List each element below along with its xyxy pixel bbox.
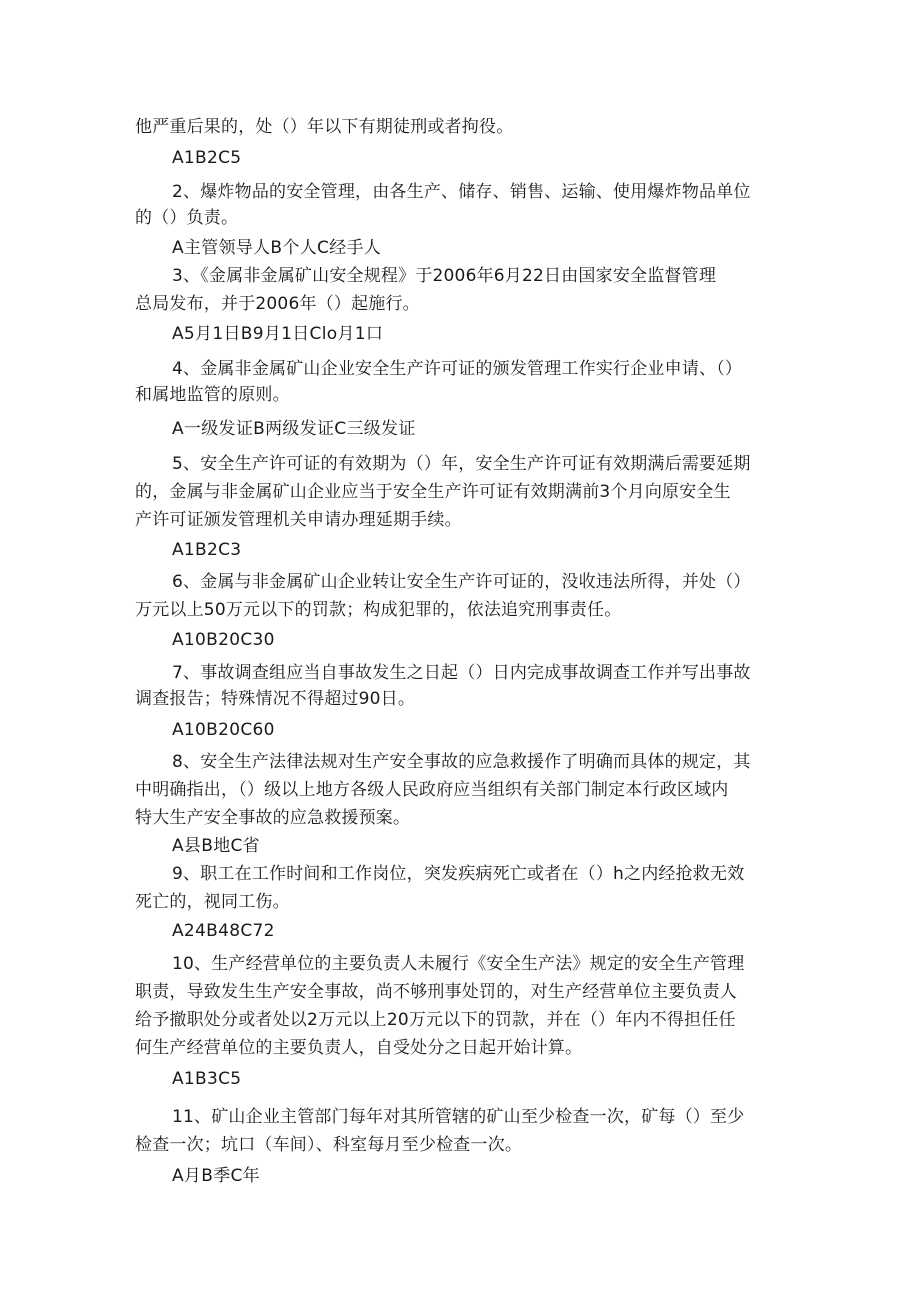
q3-options: A5月1日B9月1日Clo月1口 xyxy=(172,324,384,344)
q10-options: A1B3C5 xyxy=(172,1069,242,1089)
q8-text-line-2: 中明确指出，（）级以上地方各级人民政府应当组织有关部门制定本行政区域内 xyxy=(135,780,729,800)
q6-text-line-2: 万元以上50万元以下的罚款；构成犯罪的，依法追究刑事责任。 xyxy=(135,600,622,620)
q10-text-line-3: 给予撤职处分或者处以2万元以上20万元以下的罚款，并在（）年内不得担任任 xyxy=(135,1010,736,1030)
q6-text-line-1: 6、金属与非金属矿山企业转让安全生产许可证的，没收违法所得，并处（） xyxy=(172,572,751,592)
q11-text-line-1: 11、矿山企业主管部门每年对其所管辖的矿山至少检查一次，矿每（）至少 xyxy=(172,1107,745,1127)
q2-text-line-2: 的（）负责。 xyxy=(135,208,239,228)
q5-options: A1B2C3 xyxy=(172,540,242,560)
q11-options: A月B季C年 xyxy=(172,1166,260,1186)
q8-options: A县B地C省 xyxy=(172,836,260,856)
q8-text-line-3: 特大生产安全事故的应急救援预案。 xyxy=(135,808,411,828)
q5-text-line-2: 的，金属与非金属矿山企业应当于安全生产许可证有效期满前3个月向原安全生 xyxy=(135,482,731,502)
q10-text-line-1: 10、生产经营单位的主要负责人未履行《安全生产法》规定的安全生产管理 xyxy=(172,954,745,974)
q1-continuation: 他严重后果的，处（）年以下有期徒刑或者拘役。 xyxy=(135,117,514,137)
q9-text-line-2: 死亡的，视同工伤。 xyxy=(135,892,290,912)
q1-options: A1B2C5 xyxy=(172,148,242,168)
q10-text-line-4: 何生产经营单位的主要负责人，自受处分之日起开始计算。 xyxy=(135,1038,583,1058)
q7-text-line-2: 调查报告；特殊情况不得超过90日。 xyxy=(135,689,416,709)
q4-text-line-2: 和属地监管的原则。 xyxy=(135,385,290,405)
q9-options: A24B48C72 xyxy=(172,921,275,941)
q5-text-line-1: 5、安全生产许可证的有效期为（）年，安全生产许可证有效期满后需要延期 xyxy=(172,454,751,474)
q4-text-line-1: 4、金属非金属矿山企业安全生产许可证的颁发管理工作实行企业申请、（） xyxy=(172,359,743,379)
q2-options: A主管领导人B个人C经手人 xyxy=(172,238,382,258)
q2-text-line-1: 2、爆炸物品的安全管理，由各生产、储存、销售、运输、使用爆炸物品单位 xyxy=(172,182,751,202)
q11-text-line-2: 检查一次；坑口（车间）、科室每月至少检查一次。 xyxy=(135,1135,523,1155)
q7-options: A10B20C60 xyxy=(172,720,275,740)
q4-options: A一级发证B两级发证C三级发证 xyxy=(172,419,416,439)
q7-text-line-1: 7、事故调查组应当自事故发生之日起（）日内完成事故调查工作并写出事故 xyxy=(172,663,751,683)
q3-text-line-2: 总局发布，并于2006年（）起施行。 xyxy=(135,294,420,314)
q9-text-line-1: 9、职工在工作时间和工作岗位，突发疾病死亡或者在（）h之内经抢救无效 xyxy=(172,864,745,884)
q5-text-line-3: 产许可证颁发管理机关申请办理延期手续。 xyxy=(135,510,462,530)
q8-text-line-1: 8、安全生产法律法规对生产安全事故的应急救援作了明确而具体的规定，其 xyxy=(172,752,751,772)
q6-options: A10B20C30 xyxy=(172,630,275,650)
q10-text-line-2: 职责，导致发生生产安全事故，尚不够刑事处罚的，对生产经营单位主要负责人 xyxy=(135,982,737,1002)
q3-text-line-1: 3、《金属非金属矿山安全规程》于2006年6月22日由国家安全监督管理 xyxy=(172,266,717,286)
